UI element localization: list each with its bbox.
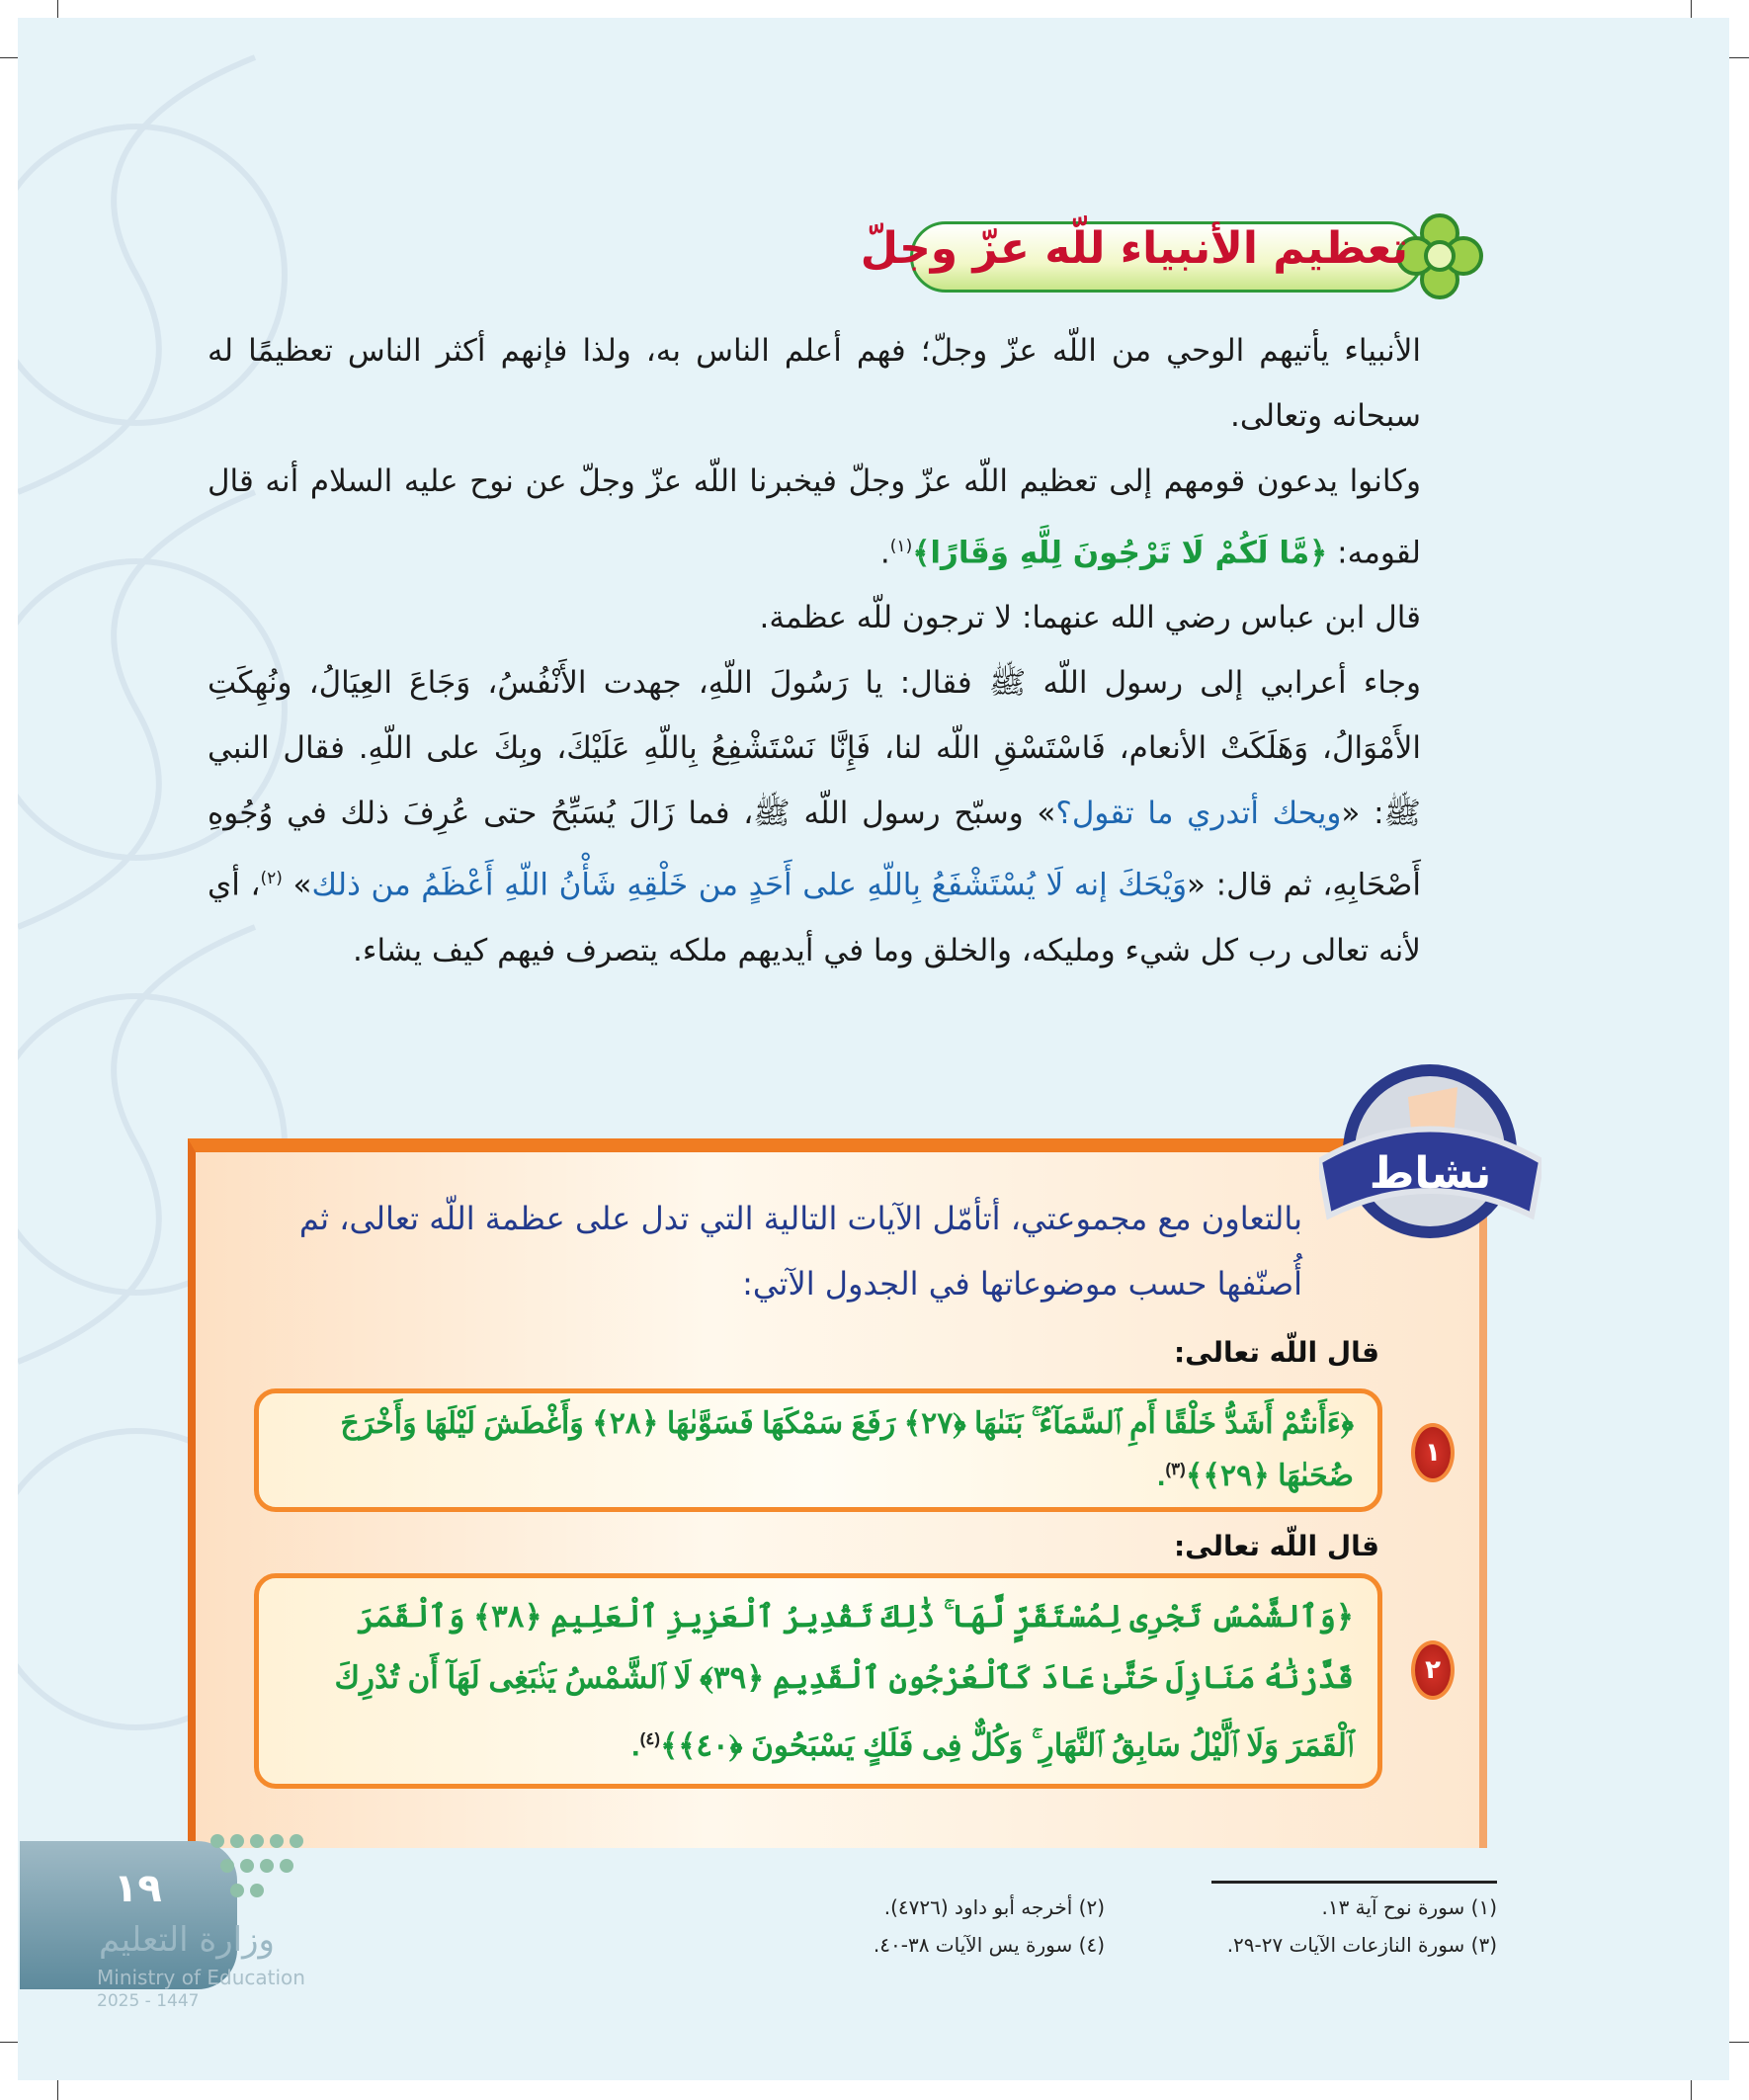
text: وجاء أعرابي إلى رسول اللّه ﷺ فقال: يا رَسُولَ اللّهِ، جهدت الأَنْفُسُ، وَجَاعَ العِيَالُ، ونُهِكَتِ الأَمْوَالُ، وَهَلَكَتْ الأنعام، فَاسْتَسْقِ اللّه لنا، فَإِنَّا نَسْتَشْفِعُ بِاللّهِ عَلَيْكَ، وبِكَ على اللّهِ. فقال النبي ﷺ: « [208, 665, 1421, 832]
footnote-ref: (٤) [639, 1729, 661, 1748]
verse-box: ﴿وَٱلشَّمْسُ تَجْرِى لِمُسْتَقَرٍّ لَّهَا ۚ ذَٰلِكَ تَقْدِيرُ ٱلْعَزِيزِ ٱلْعَلِيمِ ﴿٣٨﴾ وَٱلْقَمَرَ قَدَّرْنَٰهُ مَنَازِلَ حَتَّىٰ عَادَ كَٱلْعُرْجُونِ ٱلْقَدِيمِ ﴿٣٩﴾ لَا ٱلشَّمْسُ يَنۢبَغِى لَهَآ أَن تُدْرِكَ ٱلْقَمَرَ وَلَا ٱلَّيْلُ سَابِقُ ٱلنَّهَارِ ۚ وَكُلٌّ فِى فَلَكٍ يَسْبَحُونَ ﴿٤٠﴾﴾$^{(٤)}$. [254, 1573, 1382, 1789]
academic-year: 2025 - 1447 [97, 1991, 200, 2011]
text: وكانوا يدعون قومهم إلى تعظيم اللّه عزّ وجلّ فيخبرنا اللّه عزّ وجلّ عن نوح عليه السلام أنه قال لقومه: [208, 463, 1421, 571]
footnote-ref: (١) [889, 537, 913, 556]
body-text [208, 318, 1421, 983]
title-text: تعظيم الأنبياء للّه عزّ وجلّ [860, 223, 1408, 274]
footnote: (٢) أخرجه أبو داود (٤٧٢٦). [883, 1895, 1105, 1919]
footnote-ref: (٣) [1165, 1460, 1186, 1478]
section-title [860, 211, 1487, 301]
hadith-quote: وَيْحَكَ إنه لَا يُسْتَشْفَعُ بِاللّهِ على أَحَدٍ من خَلْقِهِ شَأْنُ اللّهِ أَعْظَمُ من ذلك [311, 867, 1188, 903]
verse-intro-label: قال اللّه تعالى: [1173, 1336, 1379, 1369]
ministry-logo [20, 1821, 316, 2019]
quran-verse: ﴿ءَأَنتُمْ أَشَدُّ خَلْقًا أَمِ ٱلسَّمَآءُ ۚ بَنَىٰهَا ﴿٢٧﴾ رَفَعَ سَمْكَهَا فَسَوَّىٰهَا ﴿٢٨﴾ وَأَغْطَشَ لَيْلَهَا وَأَخْرَجَ ضُحَىٰهَا ﴿٢٩﴾﴾ [340, 1407, 1354, 1492]
ministry-name-en: Ministry of Education [97, 1966, 305, 1989]
page-number: ١٩ [114, 1866, 162, 1911]
footnote: (٤) سورة يس الآيات ٣٨-٤٠. [873, 1933, 1105, 1957]
footnote-divider [1211, 1881, 1497, 1884]
text: ، أي لأنه تعالى رب كل شيء ومليكه، والخلق وما في أيديهم ملكه يتصرف فيهم كيف يشاء. [208, 867, 1421, 968]
hadith-quote: ويحك أتدري ما تقول؟ [1055, 796, 1342, 832]
paragraph [208, 650, 1421, 982]
item-number-badge: ١ [1411, 1423, 1455, 1482]
text: » [282, 867, 312, 903]
quran-verse: ﴿مَّا لَكُمْ لَا تَرْجُونَ لِلَّهِ وَقَارًا﴾ [912, 535, 1328, 571]
paragraph: قال ابن عباس رضي الله عنهما: لا ترجون للّه عظمة. [759, 600, 1421, 636]
footnote-ref: (٢) [260, 869, 283, 889]
paragraph: وكانوا يدعون قومهم إلى تعظيم اللّه عزّ وجلّ فيخبرنا اللّه عزّ وجلّ عن نوح عليه السلام أنه قال لقومه: ﴿مَّا لَكُمْ لَا تَرْجُونَ لِلَّهِ وَقَارًا﴾$^{(١)}$. [208, 463, 1421, 571]
quran-verse: ﴿وَٱلشَّمْسُ تَجْرِى لِمُسْتَقَرٍّ لَّهَا ۚ ذَٰلِكَ تَقْدِيرُ ٱلْعَزِيزِ ٱلْعَلِيمِ ﴿٣٨﴾ وَٱلْقَمَرَ قَدَّرْنَٰهُ مَنَازِلَ حَتَّىٰ عَادَ كَٱلْعُرْجُونِ ٱلْقَدِيمِ ﴿٣٩﴾ لَا ٱلشَّمْسُ يَنۢبَغِى لَهَآ أَن تُدْرِكَ ٱلْقَمَرَ وَلَا ٱلَّيْلُ سَابِقُ ٱلنَّهَارِ ۚ وَكُلٌّ فِى فَلَكٍ يَسْبَحُونَ ﴿٤٠﴾﴾ [334, 1599, 1354, 1763]
activity-badge [1319, 1057, 1541, 1252]
verse-box: ﴿ءَأَنتُمْ أَشَدُّ خَلْقًا أَمِ ٱلسَّمَآءُ ۚ بَنَىٰهَا ﴿٢٧﴾ رَفَعَ سَمْكَهَا فَسَوَّىٰهَا ﴿٢٨﴾ وَأَغْطَشَ لَيْلَهَا وَأَخْرَجَ ضُحَىٰهَا ﴿٢٩﴾﴾$^{(٣)}$. [254, 1388, 1382, 1512]
badge-label: نشاط [1369, 1148, 1492, 1199]
activity-instruction: بالتعاون مع مجموعتي، أتأمّل الآيات التالية التي تدل على عظمة اللّه تعالى، ثم أُصنّفها حسب موضوعاتها في الجدول الآتي: [298, 1200, 1302, 1302]
item-number-badge: ٢ [1411, 1640, 1455, 1700]
paragraph: الأنبياء يأتيهم الوحي من اللّه عزّ وجلّ؛ فهم أعلم الناس به، ولذا فإنهم أكثر الناس تعظيمًا له سبحانه وتعالى. [208, 333, 1421, 434]
ministry-name-ar: وزارة التعليم [99, 1920, 275, 1960]
footnote: (١) سورة نوح آية ١٣. [1321, 1895, 1497, 1919]
text: » وسبّح رسول اللّه ﷺ، فما زَالَ يُسَبِّحُ حتى عُرِفَ ذلك في وُجُوهِ أَصْحَابِهِ، ثم قال: « [208, 796, 1421, 903]
footnote: (٣) سورة النازعات الآيات ٢٧-٢٩. [1226, 1933, 1497, 1957]
verse-intro-label: قال اللّه تعالى: [1173, 1530, 1379, 1562]
